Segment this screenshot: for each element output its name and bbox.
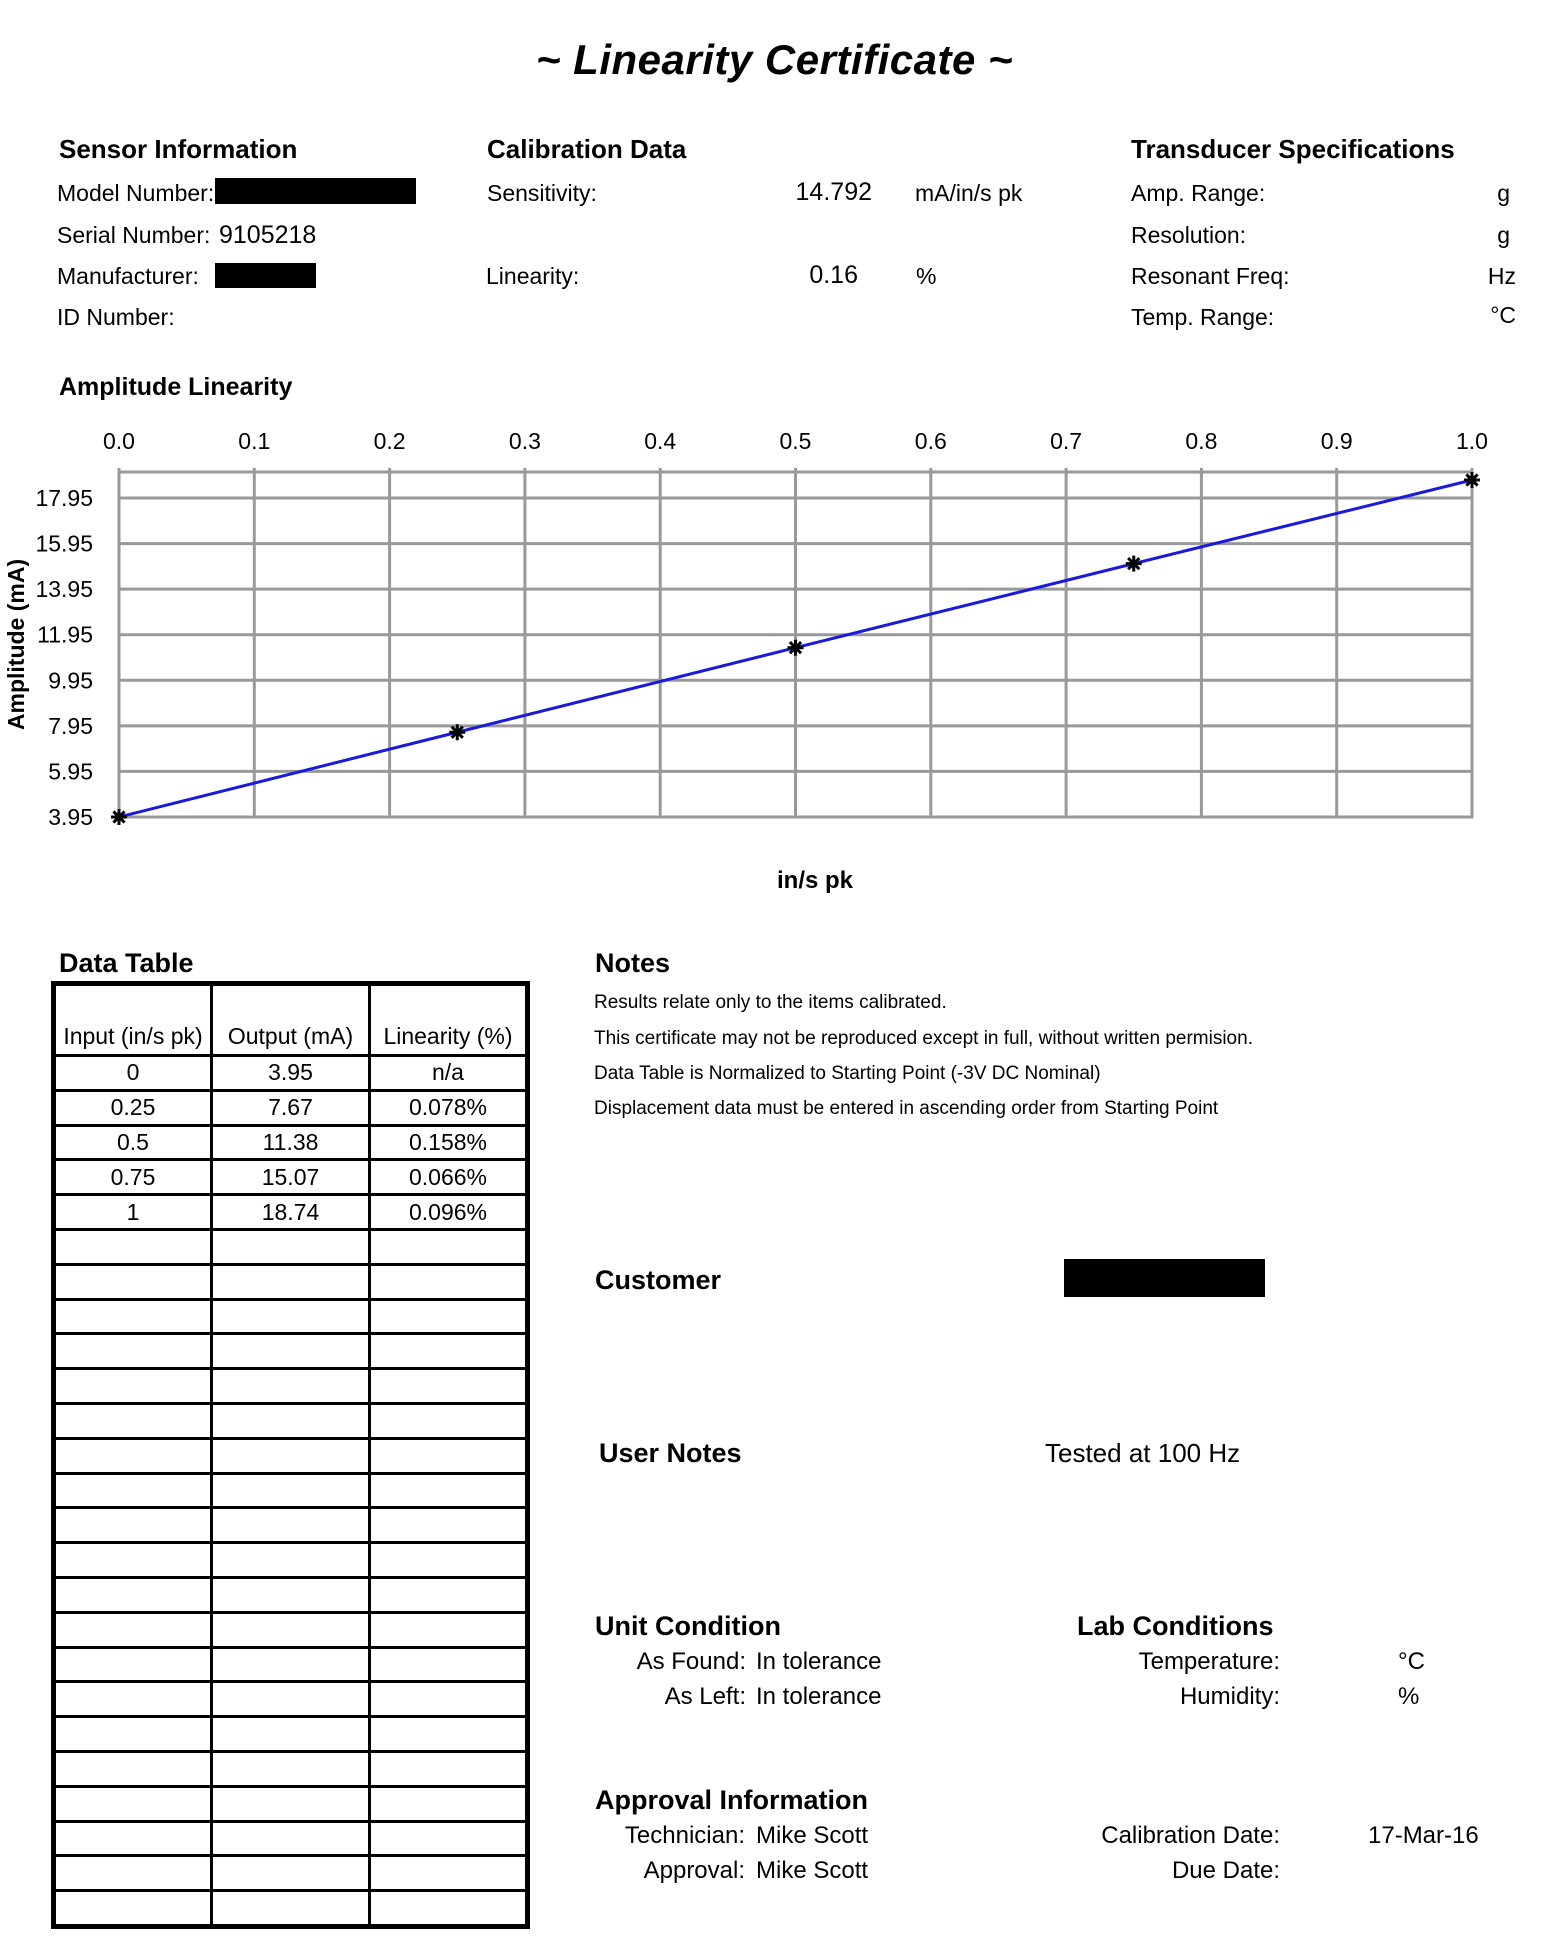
table-cell — [212, 1229, 370, 1264]
x-tick-label: 0.4 — [644, 428, 677, 454]
table-cell — [212, 1717, 370, 1752]
table-row — [54, 1195, 528, 1230]
table-cell — [54, 1264, 212, 1299]
table-cell — [370, 1299, 528, 1334]
table-row — [54, 1299, 528, 1334]
table-cell — [54, 1682, 212, 1717]
y-tick-label: 13.95 — [35, 576, 93, 603]
table-cell: 0.078% — [370, 1090, 528, 1125]
resonant-freq-unit: Hz — [1487, 263, 1516, 289]
user-notes-value: Tested at 100 Hz — [1045, 1438, 1241, 1468]
table-cell — [370, 1856, 528, 1891]
approval-info-heading: Approval Information — [595, 1785, 869, 1815]
table-cell: 0.5 — [54, 1125, 212, 1160]
chart-heading: Amplitude Linearity — [59, 373, 293, 401]
table-cell: 0.158% — [370, 1125, 528, 1160]
table-cell — [212, 1438, 370, 1473]
table-cell — [370, 1473, 528, 1508]
table-cell — [370, 1751, 528, 1786]
table-cell: 3.95 — [212, 1056, 370, 1091]
table-cell — [212, 1299, 370, 1334]
table-cell — [370, 1612, 528, 1647]
linearity-unit: % — [916, 263, 937, 289]
x-tick-label: 0.5 — [779, 428, 812, 454]
table-cell: 1 — [54, 1195, 212, 1230]
as-left-value: In tolerance — [756, 1683, 882, 1710]
table-cell — [370, 1438, 528, 1473]
model-number-redaction — [215, 178, 416, 204]
table-row — [54, 1577, 528, 1612]
table-cell — [212, 1647, 370, 1682]
approval-value: Mike Scott — [756, 1857, 869, 1884]
table-cell — [370, 1403, 528, 1438]
x-axis-label: in/s pk — [776, 867, 854, 894]
table-cell — [212, 1334, 370, 1369]
table-row — [54, 1647, 528, 1682]
customer-heading: Customer — [595, 1265, 722, 1295]
y-tick-label: 17.95 — [35, 485, 93, 512]
certificate-title: ~ Linearity Certificate ~ — [535, 36, 1014, 83]
table-cell — [212, 1264, 370, 1299]
table-row — [54, 1856, 528, 1891]
y-tick-label: 15.95 — [35, 530, 93, 557]
table-cell: 0.75 — [54, 1160, 212, 1195]
as-found-value: In tolerance — [756, 1648, 882, 1675]
table-cell — [54, 1403, 212, 1438]
temperature-unit: °C — [1398, 1648, 1425, 1675]
y-tick-label: 9.95 — [48, 667, 93, 694]
note-line: This certificate may not be reproduced except in full, without written permision. — [594, 1028, 1253, 1049]
table-row — [54, 1438, 528, 1473]
table-cell: 18.74 — [212, 1195, 370, 1230]
table-cell — [212, 1751, 370, 1786]
due-date-label: Due Date: — [1171, 1857, 1280, 1884]
y-tick-label: 5.95 — [48, 758, 93, 785]
serial-number-value: 9105218 — [219, 221, 317, 249]
table-cell — [212, 1369, 370, 1404]
table-cell — [212, 1821, 370, 1856]
x-tick-label: 0.9 — [1320, 428, 1353, 454]
temperature-label: Temperature: — [1138, 1648, 1280, 1675]
table-cell — [370, 1334, 528, 1369]
table-cell — [54, 1891, 212, 1927]
unit-condition-heading: Unit Condition — [595, 1611, 781, 1641]
table-row — [54, 1682, 528, 1717]
table-cell: 7.67 — [212, 1090, 370, 1125]
calibration-data-heading: Calibration Data — [487, 134, 687, 164]
sensitivity-unit: mA/in/s pk — [915, 180, 1023, 206]
table-cell — [54, 1299, 212, 1334]
table-cell — [212, 1612, 370, 1647]
table-row — [54, 1543, 528, 1578]
sensitivity-label: Sensitivity: — [487, 180, 597, 206]
technician-value: Mike Scott — [756, 1822, 869, 1849]
table-row — [54, 1229, 528, 1264]
table-cell — [54, 1717, 212, 1752]
table-cell — [54, 1612, 212, 1647]
table-cell: 11.38 — [212, 1125, 370, 1160]
table-cell: 0.066% — [370, 1160, 528, 1195]
linearity-label: Linearity: — [486, 263, 580, 289]
table-cell — [54, 1856, 212, 1891]
table-row — [54, 1473, 528, 1508]
transducer-specs-heading: Transducer Specifications — [1131, 134, 1455, 164]
user-notes-heading: User Notes — [599, 1438, 742, 1468]
table-cell — [212, 1403, 370, 1438]
temp-range-unit: °C — [1490, 302, 1516, 328]
table-cell — [370, 1786, 528, 1821]
table-row — [54, 1125, 528, 1160]
y-tick-label: 3.95 — [48, 804, 93, 830]
table-cell — [54, 1821, 212, 1856]
table-cell — [212, 1473, 370, 1508]
table-cell — [370, 1682, 528, 1717]
table-cell — [54, 1369, 212, 1404]
table-cell — [212, 1786, 370, 1821]
humidity-label: Humidity: — [1179, 1683, 1280, 1710]
table-cell — [370, 1264, 528, 1299]
table-row — [54, 1264, 528, 1299]
table-cell: 0.25 — [54, 1090, 212, 1125]
serial-number-label: Serial Number: — [57, 222, 211, 248]
table-cell — [370, 1821, 528, 1856]
table-row — [54, 1508, 528, 1543]
table-cell — [54, 1334, 212, 1369]
table-cell — [54, 1473, 212, 1508]
note-line: Results relate only to the items calibrated. — [594, 992, 947, 1013]
table-cell — [212, 1856, 370, 1891]
x-tick-label: 0.3 — [508, 428, 541, 454]
table-cell — [370, 1717, 528, 1752]
table-row — [54, 1160, 528, 1195]
lab-conditions-heading: Lab Conditions — [1077, 1611, 1274, 1641]
x-tick-label: 1.0 — [1456, 428, 1488, 454]
table-row — [54, 1090, 528, 1125]
manufacturer-label: Manufacturer: — [57, 263, 199, 289]
amplitude-linearity-chart — [0, 420, 1549, 900]
table-row — [54, 1821, 528, 1856]
column-header-input: Input (in/s pk) — [54, 984, 212, 1056]
resolution-label: Resolution: — [1131, 222, 1247, 248]
data-point — [788, 640, 804, 656]
table-cell — [370, 1577, 528, 1612]
note-line: Data Table is Normalized to Starting Point (-3V DC Nominal) — [594, 1063, 1101, 1084]
y-tick-label: 7.95 — [48, 712, 93, 739]
table-cell — [370, 1647, 528, 1682]
table-cell — [370, 1543, 528, 1578]
table-cell — [370, 1891, 528, 1927]
table-cell — [212, 1891, 370, 1927]
table-cell — [212, 1682, 370, 1717]
y-axis-label: Amplitude (mA) — [3, 558, 29, 731]
table-cell — [54, 1438, 212, 1473]
humidity-unit: % — [1398, 1683, 1420, 1710]
sensor-info-heading: Sensor Information — [59, 134, 298, 164]
table-row — [54, 1403, 528, 1438]
table-row — [54, 1891, 528, 1927]
data-point — [449, 724, 465, 740]
table-cell — [370, 1369, 528, 1404]
x-tick-label: 0.1 — [238, 428, 271, 454]
table-cell — [54, 1543, 212, 1578]
customer-redaction — [1064, 1259, 1265, 1297]
table-cell — [54, 1577, 212, 1612]
table-cell — [370, 1508, 528, 1543]
manufacturer-redaction — [215, 263, 316, 288]
column-header-output: Output (mA) — [212, 984, 370, 1056]
as-found-label: As Found: — [636, 1648, 746, 1675]
table-cell — [212, 1508, 370, 1543]
table-cell — [54, 1229, 212, 1264]
x-tick-label: 0.7 — [1050, 428, 1083, 454]
table-cell — [212, 1543, 370, 1578]
x-tick-label: 0.6 — [914, 428, 947, 454]
resonant-freq-label: Resonant Freq: — [1131, 263, 1290, 289]
temp-range-label: Temp. Range: — [1131, 304, 1275, 330]
x-tick-label: 0.8 — [1185, 428, 1218, 454]
table-row — [54, 1786, 528, 1821]
table-cell — [54, 1786, 212, 1821]
table-cell — [54, 1647, 212, 1682]
table-cell: 15.07 — [212, 1160, 370, 1195]
data-point — [111, 809, 127, 825]
table-row — [54, 1334, 528, 1369]
y-tick-label: 11.95 — [37, 621, 93, 648]
resolution-unit: g — [1497, 222, 1510, 248]
table-row — [54, 1056, 528, 1091]
table-cell — [54, 1508, 212, 1543]
as-left-label: As Left: — [664, 1683, 746, 1710]
table-cell — [370, 1229, 528, 1264]
id-number-label: ID Number: — [57, 304, 175, 330]
linearity-value: 0.16 — [809, 261, 858, 289]
table-row — [54, 1369, 528, 1404]
amp-range-label: Amp. Range: — [1131, 180, 1266, 206]
approval-label: Approval: — [643, 1857, 745, 1884]
calibration-date-label: Calibration Date: — [1101, 1822, 1280, 1849]
notes-heading: Notes — [595, 948, 671, 978]
table-cell — [212, 1577, 370, 1612]
amp-range-unit: g — [1497, 180, 1510, 206]
x-tick-label: 0.0 — [103, 428, 135, 454]
note-line: Displacement data must be entered in ascending order from Starting Point — [594, 1098, 1219, 1119]
model-number-label: Model Number: — [57, 180, 215, 206]
table-cell: 0 — [54, 1056, 212, 1091]
data-table — [51, 981, 530, 1929]
data-point — [1126, 556, 1142, 572]
table-row — [54, 1751, 528, 1786]
sensitivity-value: 14.792 — [795, 178, 872, 206]
table-row — [54, 1612, 528, 1647]
data-table-heading: Data Table — [59, 948, 194, 978]
table-cell — [54, 1751, 212, 1786]
table-cell: n/a — [370, 1056, 528, 1091]
technician-label: Technician: — [624, 1822, 745, 1849]
calibration-date-value: 17-Mar-16 — [1368, 1822, 1479, 1849]
x-tick-label: 0.2 — [373, 428, 406, 454]
column-header-linearity: Linearity (%) — [370, 984, 528, 1056]
table-cell: 0.096% — [370, 1195, 528, 1230]
table-row — [54, 1717, 528, 1752]
